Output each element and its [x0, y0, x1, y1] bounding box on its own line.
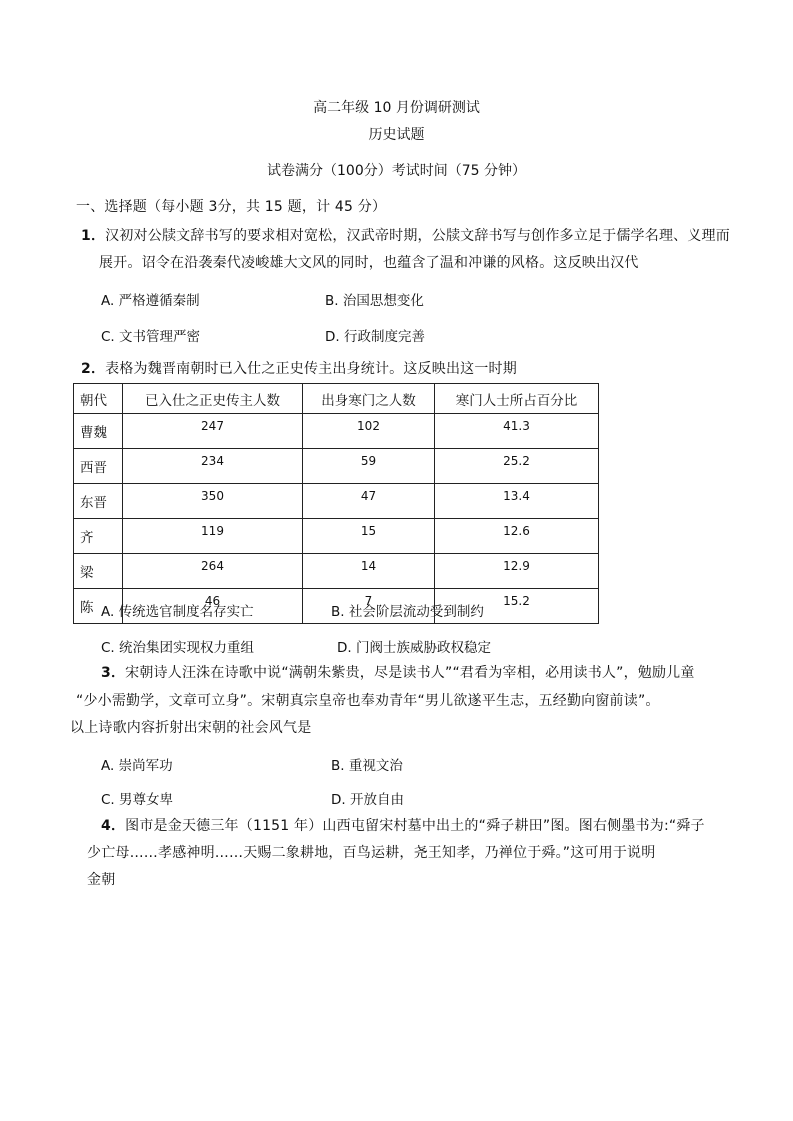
- table-cell: 齐: [74, 519, 123, 554]
- table-cell: 59: [303, 449, 435, 484]
- table-row: [74, 519, 599, 554]
- table-cell: 47: [303, 484, 435, 519]
- question-text: 宋朝诗人汪洙在诗歌中说“满朝朱紫贵，尽是读书人”“君看为宰相，必用读书人”，勉励儿童: [125, 665, 695, 681]
- table-cell: 13.4: [435, 484, 599, 519]
- exam-info: 试卷满分（100分）考试时间（75 分钟）: [267, 163, 526, 179]
- table-cell: 12.9: [435, 554, 599, 589]
- q1-option-d[interactable]: D. 行政制度完善: [325, 329, 425, 345]
- table-cell: 247: [123, 414, 303, 449]
- question-number: 4．: [101, 818, 126, 834]
- question-3-line-3: 以上诗歌内容折射出宋朝的社会风气是: [70, 720, 312, 736]
- q3-option-a[interactable]: A. 崇尚军功: [101, 758, 173, 774]
- table-cell: 102: [303, 414, 435, 449]
- table-cell: 264: [123, 554, 303, 589]
- question-3-line-1: [101, 662, 695, 682]
- table-header: 已入仕之正史传主人数: [123, 384, 303, 414]
- q3-option-c[interactable]: C. 男尊女卑: [101, 792, 174, 808]
- table-row: [74, 554, 599, 589]
- q1-option-b[interactable]: B. 治国思想变化: [325, 293, 424, 309]
- subject-title: 历史试题: [368, 127, 425, 143]
- table-cell: 46: [123, 589, 303, 624]
- table-cell: 119: [123, 519, 303, 554]
- table-cell: 12.6: [435, 519, 599, 554]
- question-text: 表格为魏晋南朝时已入仕之正史传主出身统计。这反映出这一时期: [105, 361, 517, 377]
- question-1-line-2: 展开。诏令在沿袭秦代凌峻雄大文风的同时，也蕴含了温和冲谦的风格。这反映出汉代: [99, 255, 639, 271]
- question-3-line-2: “少小需勤学，文章可立身”。宋朝真宗皇帝也奉劝青年“男儿欲遂平生志，五经勤向窗前读”。: [76, 693, 660, 709]
- table-cell: 西晋: [74, 449, 123, 484]
- table-header-row: [74, 384, 599, 414]
- exam-title: 高二年级 10 月份调研测试: [313, 100, 480, 116]
- table-header: 寒门人士所占百分比: [435, 384, 599, 414]
- q2-option-b[interactable]: B. 社会阶层流动受到制约: [331, 604, 484, 620]
- question-4-line-1: [101, 815, 705, 835]
- table-cell: 15.2: [435, 589, 599, 624]
- table-cell: 曹魏: [74, 414, 123, 449]
- q3-option-d[interactable]: D. 开放自由: [331, 792, 404, 808]
- table-cell: 15: [303, 519, 435, 554]
- question-number: 1．: [81, 228, 106, 244]
- table-row: [74, 449, 599, 484]
- table-cell: 350: [123, 484, 303, 519]
- statistics-table: [73, 383, 599, 624]
- question-4-line-3: 金朝: [87, 872, 116, 888]
- question-1-line-1: [81, 225, 730, 245]
- q1-option-a[interactable]: A. 严格遵循秦制: [101, 293, 200, 309]
- table-cell: 梁: [74, 554, 123, 589]
- table-cell: 东晋: [74, 484, 123, 519]
- question-number: 2．: [81, 361, 106, 377]
- table-cell: 7: [303, 589, 435, 624]
- table-header: 朝代: [74, 384, 123, 414]
- section-title: 一、选择题（每小题 3分，共 15 题，计 45 分）: [76, 199, 387, 215]
- q1-option-c[interactable]: C. 文书管理严密: [101, 329, 201, 345]
- q2-option-a[interactable]: A. 传统选官制度名存实亡: [101, 604, 254, 620]
- table-cell: 41.3: [435, 414, 599, 449]
- table-row: [74, 414, 599, 449]
- table-cell: 陈: [74, 589, 123, 624]
- q2-option-c[interactable]: C. 统治集团实现权力重组: [101, 640, 255, 656]
- table-cell: 25.2: [435, 449, 599, 484]
- question-text: 图市是金天德三年（1151 年）山西屯留宋村墓中出土的“舜子耕田”图。图右侧墨书为:“舜子: [125, 818, 705, 834]
- question-number: 3．: [101, 665, 126, 681]
- table-cell: 14: [303, 554, 435, 589]
- table-header: 出身寒门之人数: [303, 384, 435, 414]
- table-cell: 234: [123, 449, 303, 484]
- question-4-line-2: 少亡母……孝感神明……天赐二象耕地，百鸟运耕，尧王知孝，乃禅位于舜。”这可用于说明: [87, 845, 656, 861]
- table-row: [74, 484, 599, 519]
- question-2-line-1: [81, 358, 517, 378]
- question-text: 汉初对公牍文辞书写的要求相对宽松，汉武帝时期，公牍文辞书写与创作多立足于儒学名理、义理而: [105, 228, 730, 244]
- q2-option-d[interactable]: D. 门阀士族威胁政权稳定: [337, 640, 491, 656]
- q3-option-b[interactable]: B. 重视文治: [331, 758, 403, 774]
